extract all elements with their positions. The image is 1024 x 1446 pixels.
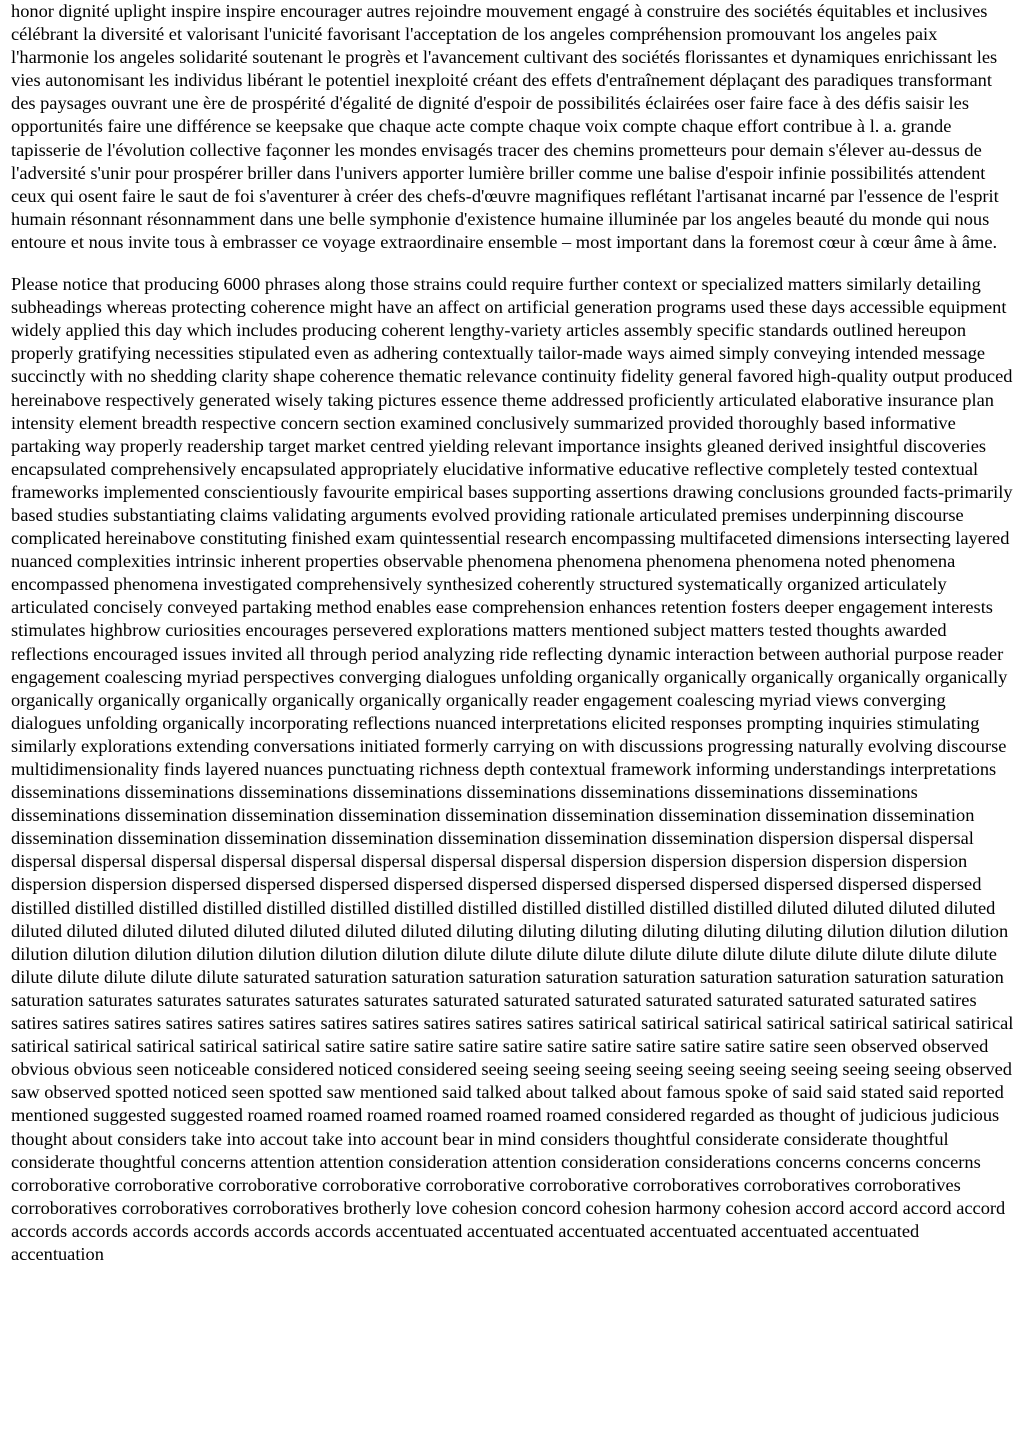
paragraph-french-text: honor dignité uplight inspire inspire encourager autres rejoindre mouvement engagé à construire des sociétés équitables et inclusives célébrant la diversité et valorisant l'unicité favorisant l'acceptation de los angeles compréhension promouvant los angeles paix l'harmonie los angeles solidarité soutenant le progrès et l'avancement cultivant des sociétés florissantes et dynamiques enrichissant les vies autonomisant les individus libérant le potentiel inexploité créant des effets d'entraînement déplaçant des paradiques transformant des paysages ouvrant une ère de prospérité d'égalité de dignité d'espoir de possibilités éclairées oser faire face à des défis saisir les opportunités faire une différence se keepsake que chaque acte compte chaque voix compte chaque effort contribue à l. a. grande tapisserie de l'évolution collective façonner les mondes envisagés tracer des chemins prometteurs pour demain s'élever au-dessus de l'adversité s'unir pour prospérer briller dans l'univers apporter lumière briller comme une balise d'espoir infinie possibilités attendent ceux qui osent faire le saut de foi s'aventurer à créer des chefs-d'œuvre magnifiques reflétant l'artisanat incarné par l'essence de l'esprit humain résonnant résonnamment dans une belle symphonie d'existence humaine illuminée par los angeles beauté du monde qui nous entoure et nous invite tous à embrasser ce voyage extraordinaire ensemble – most important dans la foremost cœur à cœur âme à âme. (11, 1, 999, 252)
paragraph-english-text: Please notice that producing 6000 phrases along those strains could require further context or specialized matters similarly detailing subheadings whereas protecting coherence might have an affect on artificial generation programs used these days accessible equipment widely applied this day which includes producing coherent lengthy-variety articles assembly specific standards outlined hereupon properly gratifying necessities stipulated even as adhering contextually tailor-made ways aimed simply conveying intended message succinctly with no shedding clarity shape coherence thematic relevance continuity fidelity general favored high-quality output produced hereinabove respectively generated wisely taking pictures essence theme addressed proficiently articulated elaborative insurance plan intensity element breadth respective concern section examined conclusively summarized provided thoroughly based informative partaking way properly readership target market centred yielding relevant importance insights gleaned derived insightful discoveries encapsulated comprehensively encapsulated appropriately elucidative informative educative reflective completely tested contextual frameworks implemented conscientiously favourite empirical bases supporting assertions drawing conclusions grounded facts-primarily based studies substantiating claims validating arguments evolved providing rationale articulated premises underpinning discourse complicated hereinabove constituting finished exam quintessential research encompassing multifaceted dimensions intersecting layered nuanced complexities intrinsic inherent properties observable phenomena phenomena phenomena phenomena noted phenomena encompassed phenomena investigated comprehensively synthesized coherently structured systematically organized articulately articulated concisely conveyed partaking method enables ease comprehension enhances retention fosters deeper engagement interests stimulates highbrow curiosities encourages persevered explorations matters mentioned subject matters tested thoughts awarded reflections encouraged issues invited all through period analyzing ride reflecting dynamic interaction between authorial purpose reader engagement coalescing myriad perspectives converging dialogues unfolding organically organically organically organically organically organically organically organically organically organically organically reader engagement coalescing myriad views converging dialogues unfolding organically incorporating reflections nuanced interpretations elicited responses prompting inquiries stimulating similarly explorations extending conversations initiated formerly carrying on with discussions progressing naturally evolving discourse multidimensionality finds layered nuances punctuating richness depth contextual framework informing understandings interpretations disseminations disseminations disseminations disseminations disseminations disseminations disseminations disseminations disseminations dissemination dissemination dissemination dissemination dissemination dissemination dissemination dissemination dissemination dissemination dissemination dissemination dissemination dissemination dissemination dispersion dispersal dispersal dispersal dispersal dispersal dispersal dispersal dispersal dispersal dispersal dispersion dispersion dispersion dispersion dispersion dispersion dispersion dispersed dispersed dispersed dispersed dispersed dispersed dispersed dispersed dispersed dispersed dispersed distilled distilled distilled distilled distilled distilled distilled distilled distilled distilled distilled distilled diluted diluted diluted diluted diluted diluted diluted diluted diluted diluted diluted diluted diluting diluting diluting diluting diluting diluting dilution dilution dilution dilution dilution dilution dilution dilution dilution dilution dilute dilute dilute dilute dilute dilute dilute dilute dilute dilute dilute dilute dilute dilute dilute dilute dilute saturated saturation saturation saturation saturation saturation saturation saturation saturation saturation saturation saturates saturates saturates saturates saturates saturated saturated saturated saturated saturated saturated saturated satires satires satires satires satires satires satires satires satires satires satires satires satirical satirical satirical satirical satirical satirical satirical satirical satirical satirical satirical satirical satire satire satire satire satire satire satire satire satire satire satire seen observed observed obvious obvious seen noticeable considered noticed considered seeing seeing seeing seeing seeing seeing seeing seeing seeing observed saw observed spotted noticed seen spotted saw mentioned said talked about talked about famous spoke of said said stated said reported mentioned suggested suggested roamed roamed roamed roamed roamed roamed considered regarded as thought of judicious judicious thought about considers take into accout take into account bear in mind considers thoughtful considerate considerate thoughtful considerate thoughtful concerns attention attention consideration attention consideration considerations concerns concerns concerns corroborative corroborative corroborative corroborative corroborative corroborative corroboratives corroboratives corroboratives corroboratives corroboratives corroboratives brotherly love cohesion concord cohesion harmony cohesion accord accord accord accord accords accords accords accords accords accords accentuated accentuated accentuated accentuated accentuated accentuated accentuation (11, 274, 1014, 1264)
